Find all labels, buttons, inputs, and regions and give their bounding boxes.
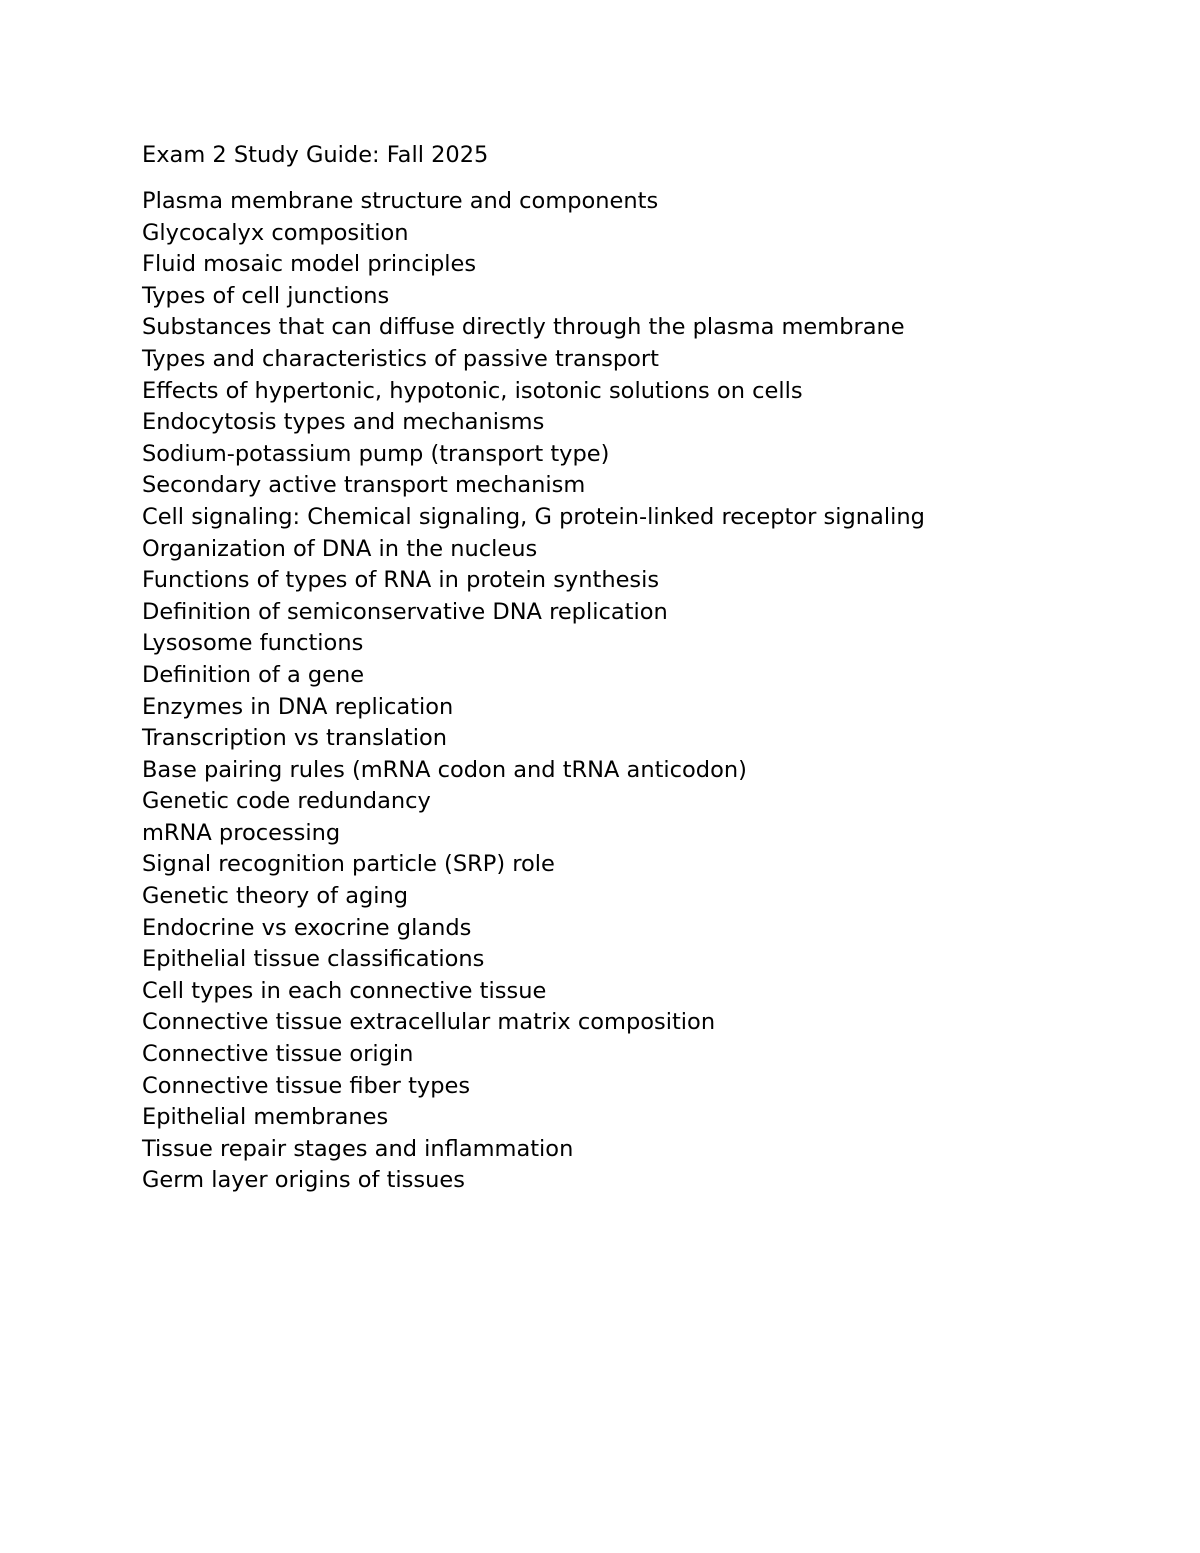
- list-item: Plasma membrane structure and components: [142, 188, 659, 214]
- list-item: Connective tissue origin: [142, 1041, 414, 1068]
- document-title: Exam 2 Study Guide: Fall 2025: [142, 142, 489, 168]
- list-item: Enzymes in DNA replication: [142, 693, 454, 720]
- list-item: Substances that can diffuse directly through the plasma membrane: [142, 314, 905, 341]
- list-item: Signal recognition particle (SRP) role: [142, 851, 555, 878]
- list-item: Endocytosis types and mechanisms: [142, 409, 545, 436]
- list-item: Glycocalyx composition: [142, 219, 409, 246]
- list-item: Endocrine vs exocrine glands: [142, 914, 472, 941]
- list-item: Tissue repair stages and inflammation: [142, 1135, 574, 1162]
- list-item: Organization of DNA in the nucleus: [142, 535, 538, 562]
- topic-list: [142, 186, 925, 1197]
- list-item: Base pairing rules (mRNA codon and tRNA anticodon): [142, 756, 747, 783]
- list-item: Transcription vs translation: [142, 725, 448, 752]
- list-item: Cell types in each connective tissue: [142, 977, 547, 1004]
- list-item: Lysosome functions: [142, 630, 364, 657]
- list-item: Sodium-potassium pump (transport type): [142, 440, 610, 467]
- list-item: Types of cell junctions: [142, 282, 390, 309]
- list-item: Definition of semiconservative DNA replication: [142, 598, 668, 625]
- list-item: Functions of types of RNA in protein synthesis: [142, 567, 660, 594]
- list-item: Genetic theory of aging: [142, 883, 409, 910]
- list-item: Epithelial tissue classifications: [142, 946, 485, 973]
- list-item: Effects of hypertonic, hypotonic, isotonic solutions on cells: [142, 377, 803, 404]
- list-item: Epithelial membranes: [142, 1104, 389, 1131]
- list-item: Genetic code redundancy: [142, 788, 431, 815]
- list-item: mRNA processing: [142, 819, 341, 846]
- list-item: Germ layer origins of tissues: [142, 1167, 465, 1194]
- list-item: Secondary active transport mechanism: [142, 472, 586, 499]
- list-item: Definition of a gene: [142, 661, 365, 688]
- list-item: Types and characteristics of passive transport: [142, 345, 659, 372]
- list-item: Connective tissue extracellular matrix composition: [142, 1009, 716, 1036]
- list-item: Fluid mosaic model principles: [142, 251, 477, 278]
- list-item: Cell signaling: Chemical signaling, G protein-linked receptor signaling: [142, 503, 925, 530]
- list-item: Connective tissue fiber types: [142, 1072, 471, 1099]
